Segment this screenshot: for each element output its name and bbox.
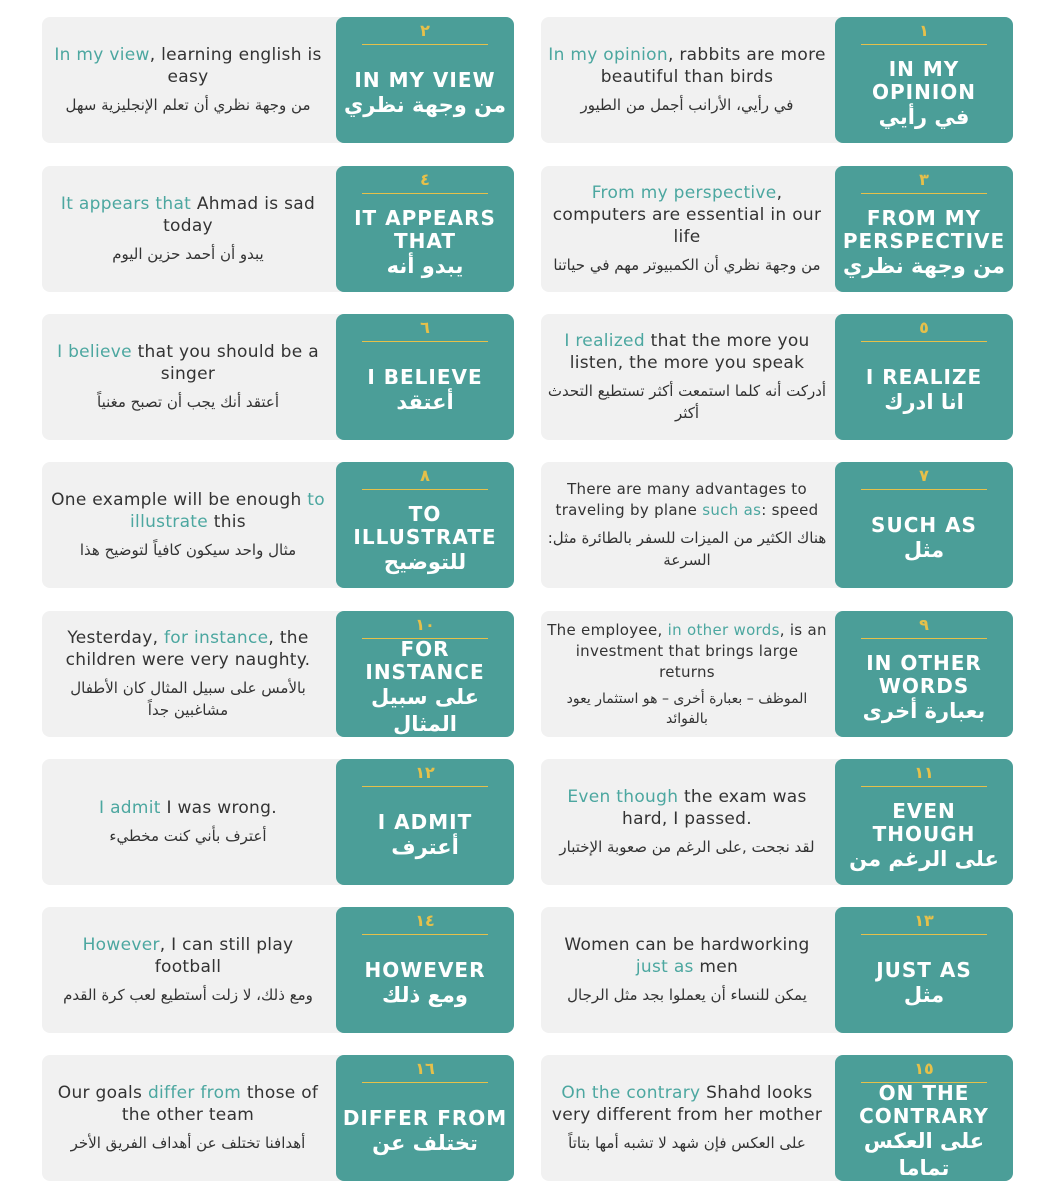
arabic-translation: من وجهة نظري أن تعلم الإنجليزية سهل	[65, 96, 311, 114]
label-arabic: من وجهة نظري	[344, 93, 506, 117]
highlighted-phrase: In my opinion	[548, 45, 668, 65]
highlighted-phrase: differ from	[147, 1083, 242, 1103]
phrase-label	[835, 759, 1013, 885]
example-sentence: I admit I was wrong.	[99, 798, 277, 818]
phrase-label	[835, 907, 1013, 1033]
phrase-card	[541, 1055, 1013, 1181]
highlighted-phrase: Even though	[567, 787, 679, 807]
highlighted-phrase: in other words	[667, 620, 780, 639]
example	[48, 166, 328, 292]
label-arabic: أعترف	[391, 835, 459, 859]
phrase-label	[835, 314, 1013, 440]
highlighted-phrase: I admit	[99, 798, 161, 818]
label-english: I REALIZE	[865, 365, 983, 389]
example	[48, 907, 328, 1033]
example	[48, 17, 328, 143]
phrase-label	[336, 17, 514, 143]
divider	[362, 489, 488, 490]
phrase-card	[42, 907, 514, 1033]
example	[48, 1055, 328, 1181]
phrase-card	[42, 611, 514, 737]
example	[547, 907, 827, 1033]
phrase-card	[42, 1055, 514, 1181]
phrase-card	[541, 462, 1013, 588]
divider	[861, 934, 987, 935]
card-number: ٦	[420, 318, 430, 337]
label-arabic: في رأيي	[878, 104, 970, 129]
label-arabic: على سبيل المثال	[370, 685, 479, 736]
card-number: ١١	[914, 763, 934, 782]
example-sentence: One example will be enough to illustrate this	[51, 490, 325, 532]
card-number: ٧	[919, 466, 929, 485]
arabic-translation: مثال واحد سيكون كافياً لتوضيح هذا	[79, 541, 297, 559]
label-english: HOWEVER	[364, 958, 486, 982]
highlighted-phrase: It appears that	[60, 194, 192, 214]
label-arabic: تختلف عن	[372, 1131, 478, 1155]
card-number: ٩	[919, 615, 929, 634]
phrase-label	[336, 1055, 514, 1181]
example	[547, 314, 827, 440]
phrase-label	[336, 907, 514, 1033]
label-english: EVEN THOUGH	[872, 798, 976, 846]
label-arabic: مثل	[903, 983, 945, 1007]
label-english: IN MY OPINION	[871, 56, 977, 104]
arabic-translation: لقد نجحت ,على الرغم من صعوبة الإختبار	[559, 838, 815, 856]
phrase-label	[835, 611, 1013, 737]
example-sentence: The employee, in other words, is an investment that brings large returns	[547, 620, 827, 681]
card-number: ١٦	[415, 1059, 435, 1078]
divider	[362, 193, 488, 194]
phrase-card	[42, 759, 514, 885]
divider	[362, 44, 488, 45]
label-english: FROM MY PERSPECTIVE	[842, 205, 1006, 253]
arabic-translation: هناك الكثير من الميزات للسفر بالطائرة مثل: السرعة	[547, 529, 827, 569]
phrase-label	[835, 17, 1013, 143]
label-english: JUST AS	[876, 958, 972, 982]
example	[547, 17, 827, 143]
example-sentence: However, I can still play football	[82, 935, 294, 977]
highlighted-phrase: to illustrate	[130, 490, 325, 532]
label-arabic: انا ادرك	[884, 390, 964, 414]
card-number: ١٥	[914, 1059, 934, 1078]
divider	[362, 341, 488, 342]
phrase-label	[336, 166, 514, 292]
label-english: SUCH AS	[871, 513, 977, 537]
divider	[362, 934, 488, 935]
label-arabic: يبدو أنه	[386, 253, 464, 278]
arabic-translation: أدركت أنه كلما استمعت أكثر تستطيع التحدث أكثر	[547, 382, 827, 422]
example-sentence: There are many advantages to traveling by plane such as: speed	[555, 480, 819, 519]
label-arabic: من وجهة نظري	[843, 253, 1005, 278]
label-arabic: ومع ذلك	[382, 983, 468, 1007]
arabic-translation: أعترف بأني كنت مخطيء	[109, 827, 267, 845]
arabic-translation: على العكس فإن شهد لا تشبه أمها بتاتاً	[568, 1134, 806, 1152]
highlighted-phrase: From my perspective	[591, 183, 777, 203]
divider	[861, 193, 987, 194]
label-english: IN OTHER WORDS	[866, 650, 982, 698]
highlighted-phrase: In my view	[54, 45, 150, 65]
divider	[861, 44, 987, 45]
label-arabic: على الرغم من	[849, 846, 999, 871]
divider	[861, 786, 987, 787]
arabic-translation: يبدو أن أحمد حزين اليوم	[112, 245, 264, 263]
phrase-label	[835, 166, 1013, 292]
arabic-translation: من وجهة نظري أن الكمبيوتر مهم في حياتنا	[553, 256, 821, 274]
arabic-translation: يمكن للنساء أن يعملوا بجد مثل الرجال	[567, 986, 807, 1004]
example	[547, 462, 827, 588]
card-number: ١	[919, 21, 929, 40]
highlighted-phrase: such as	[702, 501, 762, 519]
label-english: I BELIEVE	[367, 365, 483, 389]
example-sentence: I believe that you should be a singer	[57, 342, 319, 384]
label-english: I ADMIT	[377, 810, 473, 834]
example-sentence: Our goals differ from those of the other team	[57, 1083, 319, 1125]
card-number: ١٣	[914, 911, 934, 930]
card-number: ١٢	[415, 763, 435, 782]
example	[48, 611, 328, 737]
label-arabic: على العكس تماما	[863, 1129, 985, 1180]
card-number: ٤	[420, 170, 430, 189]
example-sentence: In my opinion, rabbits are more beautiful than birds	[548, 45, 826, 87]
highlighted-phrase: On the contrary	[561, 1083, 701, 1103]
label-arabic: مثل	[903, 538, 945, 562]
highlighted-phrase: I believe	[57, 342, 132, 362]
example-sentence: It appears that Ahmad is sad today	[60, 194, 316, 236]
label-arabic: أعتقد	[396, 390, 454, 414]
phrase-card	[541, 759, 1013, 885]
arabic-translation: بالأمس على سبيل المثال كان الأطفال مشاغبين جداً	[70, 679, 306, 719]
divider	[861, 489, 987, 490]
example	[547, 759, 827, 885]
phrase-card	[42, 462, 514, 588]
divider	[362, 786, 488, 787]
label-english: ON THE CONTRARY	[859, 1081, 989, 1128]
example-sentence: Yesterday, for instance, the children were very naughty.	[65, 628, 311, 670]
example-sentence: On the contrary Shahd looks very different from her mother	[551, 1083, 823, 1125]
example	[48, 462, 328, 588]
card-number: ٥	[919, 318, 929, 337]
example	[547, 166, 827, 292]
phrase-label	[336, 462, 514, 588]
label-english: FOR INSTANCE	[365, 637, 485, 684]
example	[48, 759, 328, 885]
example-sentence: Even though the exam was hard, I passed.	[567, 787, 807, 829]
example-sentence: Women can be hardworking just as men	[564, 935, 810, 977]
phrase-card	[541, 166, 1013, 292]
example-sentence: In my view, learning english is easy	[54, 45, 322, 87]
phrase-label	[835, 462, 1013, 588]
arabic-translation: في رأيي، الأرانب أجمل من الطيور	[580, 96, 794, 114]
phrase-label	[336, 314, 514, 440]
arabic-translation: أهدافنا تختلف عن أهداف الفريق الأخر	[70, 1134, 306, 1152]
arabic-translation: ومع ذلك، لا زلت أستطيع لعب كرة القدم	[63, 986, 313, 1004]
example-sentence: I realized that the more you listen, the more you speak	[564, 331, 810, 373]
label-arabic: بعبارة أخرى	[862, 698, 986, 723]
phrase-card	[541, 17, 1013, 143]
card-number: ٣	[919, 170, 929, 189]
phrase-card	[42, 17, 514, 143]
card-number: ٢	[420, 21, 430, 40]
highlighted-phrase: I realized	[564, 331, 645, 351]
highlighted-phrase: just as	[635, 957, 694, 977]
highlighted-phrase: for instance	[164, 628, 269, 648]
divider	[861, 341, 987, 342]
label-english: TO ILLUSTRATE	[353, 501, 497, 549]
phrase-card	[541, 611, 1013, 737]
example	[547, 1055, 827, 1181]
phrase-card	[541, 314, 1013, 440]
phrase-label	[336, 759, 514, 885]
phrase-card	[42, 314, 514, 440]
arabic-translation: الموظف – بعبارة أخرى – هو استثمار يعود بالفوائد	[566, 690, 808, 727]
card-number: ١٤	[415, 911, 435, 930]
phrase-card	[42, 166, 514, 292]
phrase-label	[336, 611, 514, 737]
phrase-card	[541, 907, 1013, 1033]
divider	[362, 1082, 488, 1083]
label-english: IT APPEARS THAT	[354, 205, 496, 253]
example	[48, 314, 328, 440]
phrase-label	[835, 1055, 1013, 1181]
divider	[861, 638, 987, 639]
card-number: ١٠	[415, 615, 435, 634]
highlighted-phrase: However	[82, 935, 160, 955]
arabic-translation: أعتقد أنك يجب أن تصبح مغنياً	[97, 393, 279, 411]
example	[547, 611, 827, 737]
card-number: ٨	[420, 466, 430, 485]
label-english: DIFFER FROM	[342, 1106, 508, 1130]
label-arabic: للتوضيح	[383, 549, 467, 574]
label-english: IN MY VIEW	[354, 68, 496, 92]
example-sentence: From my perspective, computers are essential in our life	[552, 183, 822, 247]
